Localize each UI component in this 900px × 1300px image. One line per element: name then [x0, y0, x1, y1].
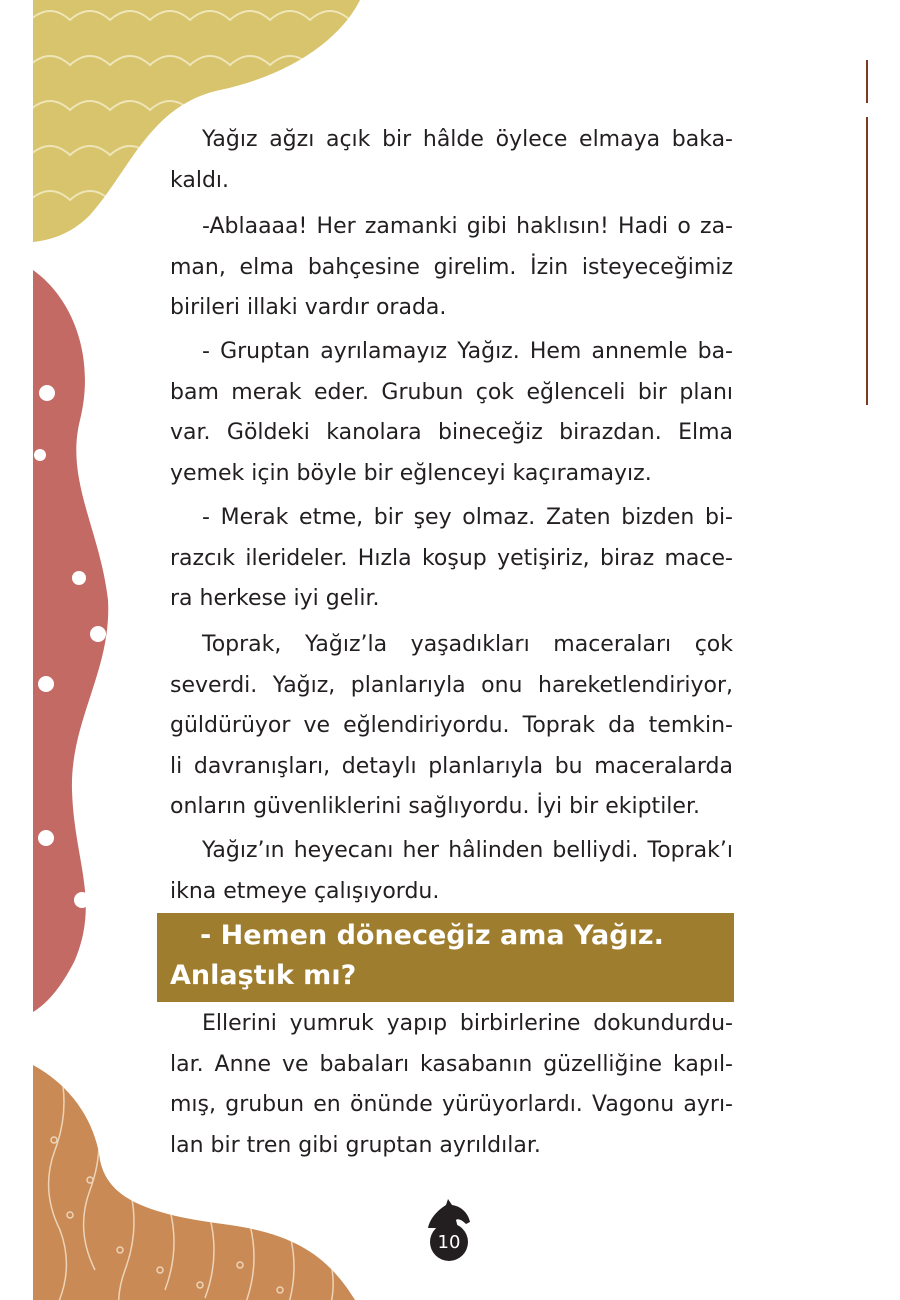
- text-line: birileri illaki vardır orada.: [170, 295, 447, 320]
- paragraph-5: [170, 625, 733, 828]
- text-line: -Ablaaaa! Her zamanki gibi haklısın! Hadi o za-: [202, 214, 733, 239]
- paragraph-4: [170, 498, 733, 620]
- text-line: var. Göldeki kanolara bineceğiz birazdan. Elma: [170, 420, 733, 445]
- dialogue-highlight-text: [170, 916, 730, 996]
- text-line: Toprak, Yağız’la yaşadıkları maceraları çok: [202, 632, 733, 657]
- text-line: severdi. Yağız, planlarıyla onu hareketlendiriyor,: [170, 672, 733, 698]
- page-number: 10: [430, 1223, 468, 1261]
- page-number-badge: [418, 1196, 478, 1266]
- text-line: li davranışları, detaylı planlarıyla bu maceralarda: [170, 753, 733, 779]
- text-line: Yağız ağzı açık bir hâlde öylece elmaya baka-: [202, 127, 733, 152]
- text-line: bam merak eder. Grubun çok eğlenceli bir planı: [170, 379, 733, 405]
- highlight-line: Anlaştık mı?: [170, 960, 357, 991]
- paragraph-1: [170, 120, 733, 201]
- page-edge-notch: [863, 103, 869, 117]
- text-line: lan bir tren gibi gruptan ayrıldılar.: [170, 1132, 541, 1158]
- text-line: kaldı.: [170, 167, 230, 193]
- paragraph-3: [170, 332, 733, 494]
- text-line: man, elma bahçesine girelim. İzin isteyeceğimiz: [170, 254, 733, 280]
- paragraph-2: [170, 207, 733, 329]
- paragraph-6: [170, 831, 733, 912]
- text-line: - Gruptan ayrılamayız Yağız. Hem annemle ba-: [202, 339, 733, 364]
- text-line: razcık ilerideler. Hızla koşup yetişiriz, biraz mace-: [170, 545, 733, 571]
- text-line: ikna etmeye çalışıyordu.: [170, 878, 440, 904]
- paragraph-7: [170, 1004, 733, 1166]
- text-line: Yağız’ın heyecanı her hâlinden belliydi. Toprak’ı: [202, 838, 733, 863]
- text-line: mış, grubun en önünde yürüyorlardı. Vagonu ayrı-: [170, 1092, 733, 1117]
- text-line: lar. Anne ve babaları kasabanın güzelliğine kapıl-: [170, 1051, 733, 1077]
- text-line: güldürüyor ve eğlendiriyordu. Toprak da temkin-: [170, 713, 733, 738]
- text-line: ra herkese iyi gelir.: [170, 586, 380, 611]
- text-line: - Merak etme, bir şey olmaz. Zaten bizden bi-: [202, 505, 733, 530]
- text-line: Ellerini yumruk yapıp birbirlerine dokundurdu-: [202, 1011, 733, 1036]
- highlight-line: - Hemen döneceğiz ama Yağız.: [200, 920, 664, 951]
- text-line: onların güvenliklerini sağlıyordu. İyi bir ekiptiler.: [170, 794, 700, 819]
- text-line: yemek için böyle bir eğlenceyi kaçıramayız.: [170, 460, 652, 486]
